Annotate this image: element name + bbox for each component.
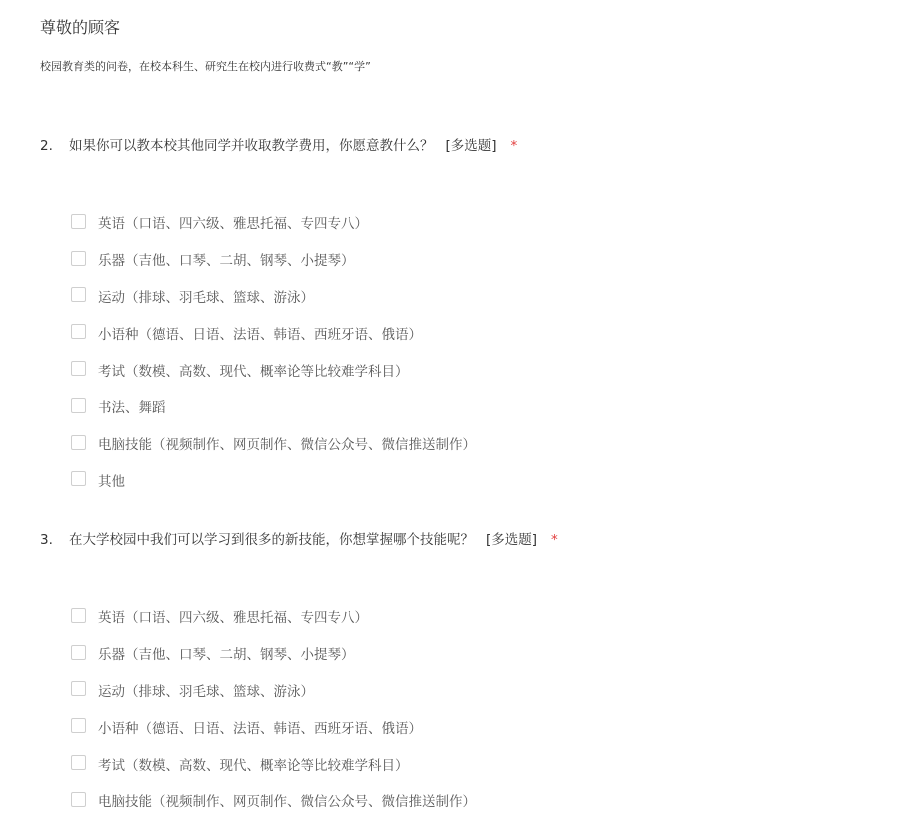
option-exams[interactable] <box>71 355 900 392</box>
question-title <box>40 136 900 156</box>
option-label: 小语种（德语、日语、法语、韩语、西班牙语、俄语） <box>98 720 422 737</box>
checkbox[interactable] <box>71 398 86 413</box>
option-english[interactable] <box>71 208 900 245</box>
survey-intro: 校园教育类的问卷，在校本科生、研究生在校内进行收费式“教”“学” <box>40 60 371 73</box>
checkbox[interactable] <box>71 645 86 660</box>
question-text: 如果你可以教本校其他同学并收取教学费用，你愿意教什么？ <box>69 138 434 154</box>
option-list <box>71 208 900 502</box>
checkbox[interactable] <box>71 718 86 733</box>
question-type-tag: [多选题] <box>445 138 497 154</box>
option-minor-languages[interactable] <box>71 318 900 355</box>
option-other[interactable] <box>71 466 900 503</box>
option-label: 小语种（德语、日语、法语、韩语、西班牙语、俄语） <box>98 326 422 343</box>
checkbox[interactable] <box>71 324 86 339</box>
option-sports[interactable] <box>71 676 900 713</box>
option-computer-skills[interactable] <box>71 429 900 466</box>
option-label: 考试（数模、高数、现代、概率论等比较难学科目） <box>98 757 409 774</box>
question-text: 在大学校园中我们可以学习到很多的新技能，你想掌握哪个技能呢？ <box>69 532 474 548</box>
option-sports[interactable] <box>71 282 900 319</box>
option-label: 其他 <box>98 473 125 490</box>
option-label: 乐器（吉他、口琴、二胡、钢琴、小提琴） <box>98 647 355 664</box>
survey-greeting: 尊敬的顾客 <box>40 18 121 37</box>
question-3 <box>40 530 900 823</box>
option-list <box>71 602 900 823</box>
option-instruments[interactable] <box>71 245 900 282</box>
option-minor-languages[interactable] <box>71 712 900 749</box>
option-computer-skills[interactable] <box>71 786 900 823</box>
option-label: 电脑技能（视频制作、网页制作、微信公众号、微信推送制作） <box>98 437 476 454</box>
checkbox[interactable] <box>71 435 86 450</box>
option-label: 英语（口语、四六级、雅思托福、专四专八） <box>98 216 368 233</box>
option-label: 考试（数模、高数、现代、概率论等比较难学科目） <box>98 363 409 380</box>
checkbox[interactable] <box>71 608 86 623</box>
option-calligraphy-dance[interactable] <box>71 392 900 429</box>
required-asterisk: * <box>551 532 558 548</box>
option-instruments[interactable] <box>71 639 900 676</box>
question-number: 3. <box>40 532 53 548</box>
question-number: 2. <box>40 138 53 154</box>
question-2 <box>40 136 900 502</box>
option-label: 英语（口语、四六级、雅思托福、专四专八） <box>98 610 368 627</box>
option-label: 乐器（吉他、口琴、二胡、钢琴、小提琴） <box>98 253 355 270</box>
checkbox[interactable] <box>71 681 86 696</box>
checkbox[interactable] <box>71 792 86 807</box>
checkbox[interactable] <box>71 755 86 770</box>
option-label: 运动（排球、羽毛球、篮球、游泳） <box>98 289 314 306</box>
option-label: 书法、舞蹈 <box>98 400 166 417</box>
checkbox[interactable] <box>71 287 86 302</box>
question-title <box>40 530 900 550</box>
option-exams[interactable] <box>71 749 900 786</box>
option-english[interactable] <box>71 602 900 639</box>
required-asterisk: * <box>510 138 518 154</box>
checkbox[interactable] <box>71 251 86 266</box>
option-label: 运动（排球、羽毛球、篮球、游泳） <box>98 683 314 700</box>
option-label: 电脑技能（视频制作、网页制作、微信公众号、微信推送制作） <box>98 794 476 811</box>
checkbox[interactable] <box>71 361 86 376</box>
checkbox[interactable] <box>71 214 86 229</box>
question-type-tag: [多选题] <box>486 532 538 548</box>
checkbox[interactable] <box>71 471 86 486</box>
